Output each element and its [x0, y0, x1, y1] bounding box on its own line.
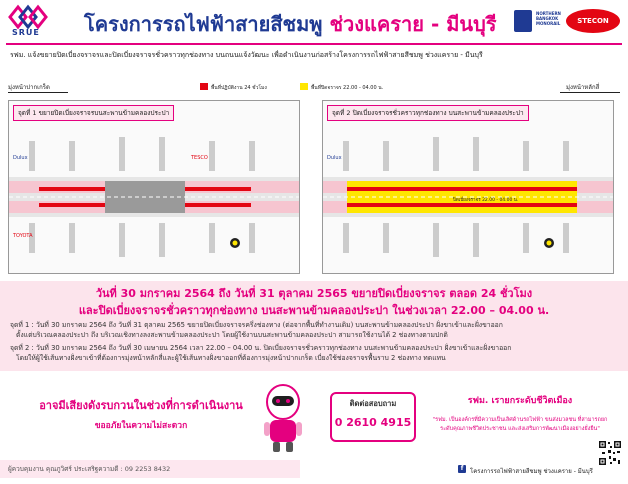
closure-note: ปิดเบี่ยงจราจร 22.00 - 04.00 น. [453, 198, 519, 203]
map-point-1-drawing [9, 101, 300, 274]
northern-monorail-text: NORTHERN BANGKOK MONORAIL [536, 11, 561, 26]
contact-label: ติดต่อสอบถาม [349, 399, 397, 408]
mrta-slogan-body: "รฟม. เป็นองค์กรที่มีความเป็นเลิศด้านรถไฟฟ้า ขนส่งมวลชน ที่สามารถยกระดับคุณภาพชีวิตประชาชน และส่งเสริมการพัฒนาเมืองอย่างยั่งยืน" [432, 417, 608, 432]
northern-monorail-logo-icon [514, 10, 532, 32]
legend-swatch-work-area [200, 83, 208, 90]
mascot-icon [258, 382, 308, 454]
apology-line-1: อาจมีเสียงดังรบกวนในช่วงที่การดำเนินงาน [39, 399, 243, 412]
legend-swatch-closure [300, 83, 308, 90]
contact-phone-number[interactable]: 0 2610 4915 [334, 416, 412, 429]
facebook-icon[interactable]: f [458, 465, 466, 473]
apology-line-2: ขออภัยในความไม่สะดวก [94, 421, 188, 431]
stecon-logo: STECON [566, 9, 620, 33]
page-title [84, 8, 497, 40]
mrta-slogan: รฟม. เรายกระดับชีวิตเมือง [467, 396, 573, 406]
announcement-headline-2: และปิดเบี่ยงจราจรชั่วคราวทุกช่องทาง บนสะพานข้ามคลองประปา ในช่วงเวลา 22.00 – 04.00 น. [78, 304, 550, 317]
detail-point-2-line-2: โดยให้ผู้ใช้เส้นทางฝั่งขาเข้าที่ต้องการมุ่งหน้าหลักสี่และผู้ใช้เส้นทางฝั่งขาออกที่ต้องการมุ่งหน้าปากเกร็ด เบี่ยงใช้ช่องจราจรพื้นราบ 2 ช่องทาง ทดแทน [16, 354, 446, 362]
map-point-1 [8, 100, 300, 274]
map-point-1-label: จุดที่ 1 ขยายปิดเบี่ยงจราจรบนสะพานข้ามคลองประปา [13, 105, 174, 121]
landmark-tesco-1: TESCO [191, 155, 208, 161]
legend-label-closure: พื้นที่ปิดจราจร 22.00 - 04.00 น. [311, 85, 384, 91]
header [0, 0, 628, 42]
site-controller-contact: ผู้ควบคุมงาน คุณภูวิศร์ ประเสริฐความดี : 09 2253 8432 [8, 465, 171, 473]
title-route: ช่วงแคราย - มีนบุรี [329, 12, 497, 36]
landmark-toyota-1: TOYOTA [13, 233, 33, 239]
landmark-dulux-2: Dulux [327, 155, 342, 161]
direction-left-label: มุ่งหน้าปากเกร็ด [8, 84, 50, 91]
map-point-2 [322, 100, 614, 274]
direction-left-arrow-icon [8, 92, 68, 93]
qr-code-icon [598, 440, 622, 466]
title-project: โครงการรถไฟฟ้าสายสีชมพู [84, 12, 330, 36]
map-point-2-label: จุดที่ 2 ปิดเบี่ยงจราจรชั่วคราวทุกช่องทาง บนสะพานข้ามคลองประปา [327, 105, 529, 121]
contact-box [330, 392, 416, 442]
direction-right-arrow-icon [560, 92, 620, 93]
legend-label-work-area: พื้นที่ปฏิบัติงาน 24 ชั่วโมง [211, 85, 267, 91]
detail-point-2-line-1: จุดที่ 2 : วันที่ 30 มกราคม 2564 ถึง วันที่ 30 เมษายน 2564 เวลา 22.00 – 04.00 น. ปิดเบี่ยงจราจรชั่วคราวทุกช่องทาง บนสะพานข้ามคลองประปา ฝั่งขาเข้าและฝั่งขาออก [10, 344, 512, 352]
facebook-page-link[interactable]: โครงการรถไฟฟ้าสายสีชมพู ช่วงแคราย - มีนบุรี [470, 468, 593, 475]
detail-point-1-line-2: ตั้งแต่บริเวณคลองประปา ถึง บริเวณเชิงทางลงสะพานข้ามคลองประปา โดยผู้ใช้งานบนสะพานข้ามคลองประปา สามารถใช้งานได้ 2 ช่องทางตามปกติ [16, 331, 448, 339]
landmark-dulux-1: Dulux [13, 155, 28, 161]
announcement-subtitle: รฟม. แจ้งขยายปิดเบี่ยงจราจรและปิดเบี่ยงจราจรชั่วคราวทุกช่องทาง บนถนนแจ้งวัฒนะ เพื่อดำเนินงานก่อสร้างโครงการรถไฟฟ้าสายสีชมพู ช่วงแคราย - มีนบุรี [10, 51, 483, 59]
srt-logo-text: SRUE [12, 28, 40, 37]
announcement-headline-1: วันที่ 30 มกราคม 2564 ถึง วันที่ 31 ตุลาคม 2565 ขยายปิดเบี่ยงจราจร ตลอด 24 ชั่วโมง [95, 287, 533, 300]
detail-point-1-line-1: จุดที่ 1 : วันที่ 30 มกราคม 2564 ถึง วันที่ 31 ตุลาคม 2565 ขยายปิดเบี่ยงจราจรครึ่งช่องทาง (ต่อจากพื้นที่ทำงานเดิม) บนสะพานข้ามคลองประปา ฝั่งขาเข้าและฝั่งขาออก [10, 321, 503, 329]
header-divider [6, 43, 622, 45]
map-point-2-drawing [323, 101, 614, 274]
direction-right-label: มุ่งหน้าหลักสี่ [566, 84, 600, 91]
